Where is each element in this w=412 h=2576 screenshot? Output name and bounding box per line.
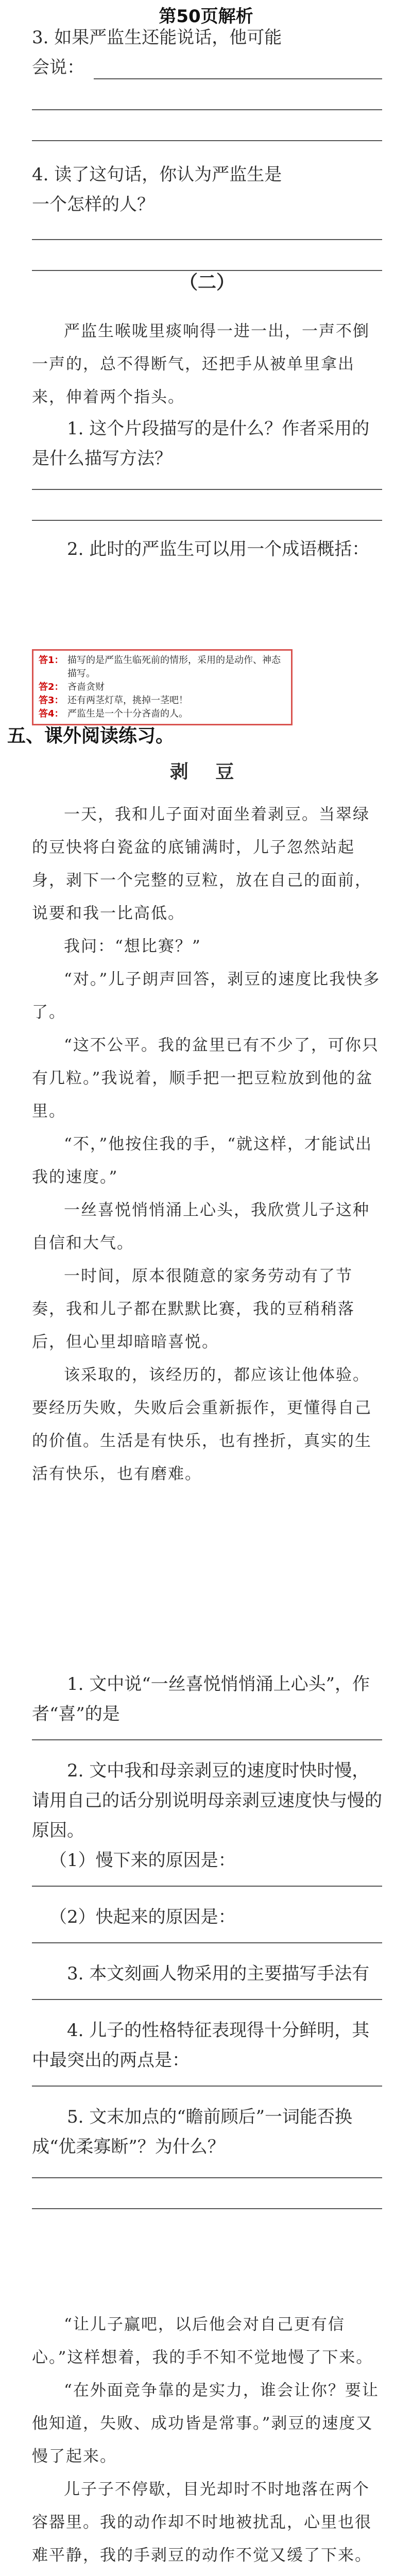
story-paragraph: “这不公平。我的盆里已有不少了，可你只有几粒。”我说着，顺手把一把豆粒放到他的盆里。 bbox=[32, 1036, 379, 1121]
answer-row: 答2： 吝啬贪财 bbox=[39, 682, 105, 692]
question-4-cont: 一个怎样的人？ bbox=[32, 194, 154, 215]
answer-line[interactable] bbox=[32, 1942, 382, 1943]
answer-row: 答3： 还有两茎灯草，挑掉一茎吧！ bbox=[39, 695, 188, 706]
section-heading: （二） bbox=[179, 272, 235, 293]
section-five-questions bbox=[32, 1669, 382, 2209]
story-paragraph: 儿子子不停歇，目光却时不时地落在两个容器里。我的动作却不时地被扰乱，心里也很难平静，我的手剥豆的动作不觉又缓了下来。 bbox=[32, 2480, 372, 2565]
answer-row: 答4： 严监生是一个十分吝啬的人。 bbox=[39, 708, 188, 719]
answer-line[interactable] bbox=[32, 140, 382, 141]
story-paragraph: 一丝喜悦悄悄涌上心头，我欣赏儿子这种自信和大气。 bbox=[32, 1201, 370, 1252]
story-paragraph: “在外面竞争靠的是实力，谁会让你？要让他知道，失败、成功皆是常事。”剥豆的速度又慢了起来。 bbox=[32, 2381, 379, 2466]
section-two bbox=[32, 268, 382, 564]
answer-line[interactable] bbox=[32, 2086, 382, 2087]
answer-line[interactable] bbox=[32, 109, 382, 110]
story-paragraph bbox=[32, 2572, 382, 2576]
passage-paragraph: 严监生喉咙里痰响得一进一出，一声不倒一声的，总不得断气，还把手从被单里拿出来，伸着两个指头。 bbox=[32, 322, 370, 406]
story-paragraph: “让儿子赢吧，以后他会对自己更有信心。”这样想着，我的手不知不觉地慢了下来。 bbox=[32, 2315, 373, 2367]
answer-line[interactable] bbox=[94, 78, 382, 79]
question-3: 3. 本文刻画人物采用的主要描写手法有 bbox=[67, 1963, 370, 1984]
story-paragraph: 该采取的，该经历的，都应该让他体验。要经历失败，失败后会重新振作，更懂得自己的价值。生活是有快乐，也有挫折，真实的生活有快乐，也有磨难。 bbox=[32, 1366, 372, 1483]
question-5: 5. 文末加点的“瞻前顾后”一词能否换成“优柔寡断”？为什么？ bbox=[32, 2107, 353, 2157]
part1-questions bbox=[32, 23, 382, 271]
question-3: 3. 如果严监生还能说话，他可能 bbox=[32, 27, 282, 48]
answer-line[interactable] bbox=[32, 2177, 382, 2178]
story bbox=[32, 757, 382, 1490]
question-2-2: （2）快起来的原因是： bbox=[49, 1907, 236, 1927]
answer-row: 答1： 描写的是严监生临死前的情形，采用的是动作、神态描写。 bbox=[39, 655, 281, 679]
story-title: 剥 豆 bbox=[169, 761, 245, 783]
question-2: 2. 文中我和母亲剥豆的速度时快时慢，请用自己的话分别说明母亲剥豆速度快与慢的原因。 bbox=[32, 1760, 382, 1841]
answer-box bbox=[32, 649, 293, 725]
question-4: 4. 儿子的性格特征表现得十分鲜明，其中最突出的两点是： bbox=[32, 2020, 370, 2071]
question-3-cont: 会说： bbox=[32, 57, 84, 78]
answer-line[interactable] bbox=[32, 489, 382, 490]
question-4: 4. 读了这句话，你认为严监生是 bbox=[32, 164, 282, 185]
question-2-1: （1）慢下来的原因是： bbox=[49, 1850, 236, 1871]
answer-line[interactable] bbox=[32, 1739, 382, 1740]
story-paragraph: 一天，我和儿子面对面坐着剥豆。当翠绿的豆快将白瓷盆的底铺满时，儿子忽然站起身，剥下一个完整的豆粒，放在自己的面前，说要和我一比高低。 bbox=[32, 805, 372, 923]
question-1: 1. 这个片段描写的是什么？作者采用的是什么描写方法？ bbox=[32, 418, 370, 469]
story-paragraph: “对。”儿子朗声回答，剥豆的速度比我快多了。 bbox=[32, 970, 381, 1022]
section-five-label: 五、课外阅读练习。 bbox=[7, 725, 175, 747]
answer-line[interactable] bbox=[32, 1999, 382, 2000]
story-paragraph: “不，”他按住我的手，“就这样，才能试出我的速度。” bbox=[32, 1135, 373, 1187]
answer-line[interactable] bbox=[32, 239, 382, 240]
answer-line[interactable] bbox=[32, 2208, 382, 2209]
answer-line[interactable] bbox=[32, 520, 382, 521]
question-2: 2. 此时的严监生可以用一个成语概括： bbox=[67, 539, 370, 560]
question-1: 1. 文中说“一丝喜悦悄悄涌上心头”，作者“喜”的是 bbox=[32, 1674, 370, 1724]
story-paragraph: 我问：“想比赛？” bbox=[64, 937, 201, 956]
story-continued bbox=[32, 2308, 382, 2576]
page-title: 第50页解析 bbox=[159, 6, 253, 27]
answer-line[interactable] bbox=[32, 1886, 382, 1887]
story-paragraph: 一时间，原本很随意的家务劳动有了节奏，我和儿子都在默默比赛，我的豆稍稍落后，但心里却暗暗喜悦。 bbox=[32, 1267, 355, 1351]
